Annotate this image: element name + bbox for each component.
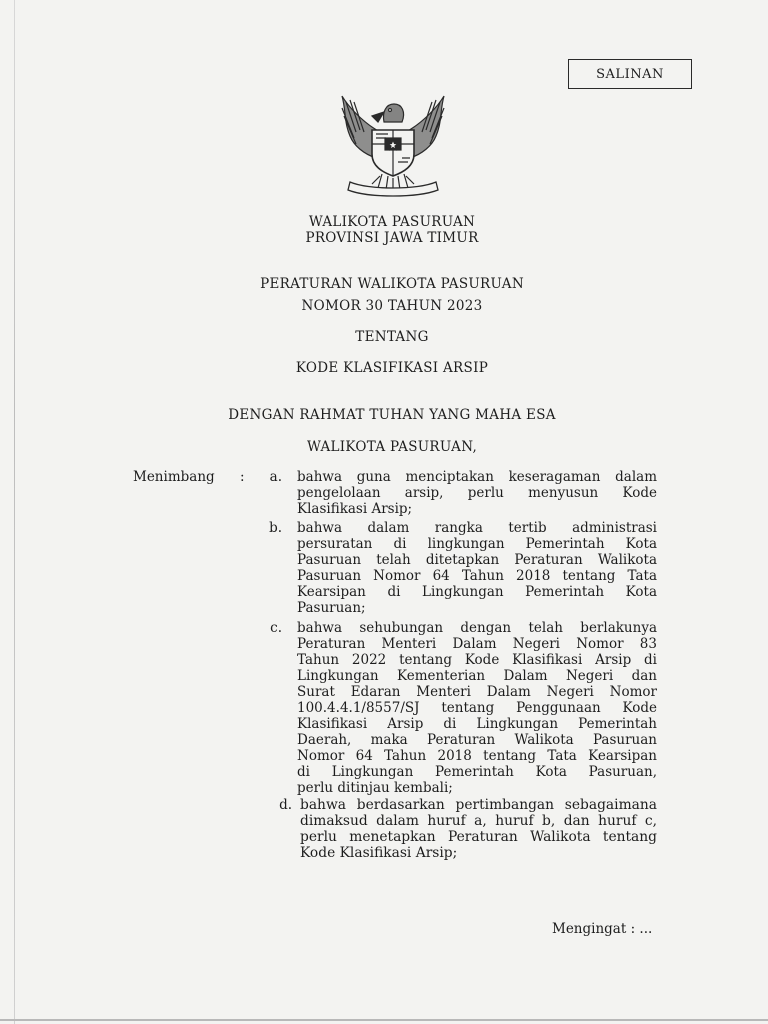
item-line: Peraturan Menteri Dalam Negeri Nomor 83 — [297, 636, 657, 652]
stamp-label: SALINAN — [596, 66, 664, 82]
preamble-authority: WALIKOTA PASURUAN, — [306, 439, 478, 455]
regulation-number: NOMOR 30 TAHUN 2023 — [301, 298, 483, 314]
item-line: bahwa berdasarkan pertimbangan sebagaimana — [300, 797, 657, 813]
garuda-emblem-icon — [332, 92, 454, 200]
item-line: Nomor 64 Tahun 2018 tentang Tata Kearsipan — [297, 748, 657, 764]
item-line: persuratan di lingkungan Pemerintah Kota — [297, 536, 657, 552]
regulation-title: PERATURAN WALIKOTA PASURUAN — [260, 276, 524, 292]
regulation-about: TENTANG — [355, 329, 429, 345]
item-line: Lingkungan Kementerian Dalam Negeri dan — [297, 668, 657, 684]
item-line: bahwa guna menciptakan keseragaman dalam — [297, 469, 657, 485]
item-line: bahwa dalam rangka tertib administrasi — [297, 520, 657, 536]
item-line: Klasifikasi Arsip; — [297, 501, 413, 517]
issuer-title: WALIKOTA PASURUAN — [308, 214, 476, 230]
province-title: PROVINSI JAWA TIMUR — [305, 230, 479, 246]
item-letter-b: b. — [269, 520, 282, 536]
item-letter-a: a. — [269, 469, 282, 485]
item-line: Surat Edaran Menteri Dalam Negeri Nomor — [297, 684, 657, 700]
item-line: Tahun 2022 tentang Kode Klasifikasi Arsip di — [297, 652, 657, 668]
considering-item-d — [300, 797, 657, 861]
page-edge — [14, 0, 15, 1024]
regulation-subject: KODE KLASIFIKASI ARSIP — [295, 360, 489, 376]
item-line: Kode Klasifikasi Arsip; — [300, 845, 458, 861]
considering-label: Menimbang — [133, 469, 215, 485]
considering-colon: : — [240, 469, 245, 485]
considering-item-b — [297, 520, 657, 616]
item-line: bahwa sehubungan dengan telah berlakunya — [297, 620, 657, 636]
item-line: perlu ditinjau kembali; — [297, 780, 453, 796]
item-line: perlu menetapkan Peraturan Walikota tentang — [300, 829, 657, 845]
next-section-reference: Mengingat : ... — [552, 921, 653, 937]
salinan-stamp — [568, 59, 692, 89]
considering-item-c — [297, 620, 657, 796]
preamble-grace: DENGAN RAHMAT TUHAN YANG MAHA ESA — [228, 407, 556, 423]
considering-item-a — [297, 469, 657, 517]
item-letter-c: c. — [270, 620, 282, 636]
item-line: Pasuruan telah ditetapkan Peraturan Walikota — [297, 552, 657, 568]
item-line: di Lingkungan Pemerintah Kota Pasuruan, — [297, 764, 657, 780]
item-line: Daerah, maka Peraturan Walikota Pasuruan — [297, 732, 657, 748]
item-line: Pasuruan Nomor 64 Tahun 2018 tentang Tata — [297, 568, 657, 584]
item-line: Kearsipan di Lingkungan Pemerintah Kota — [297, 584, 657, 600]
item-line: pengelolaan arsip, perlu menyusun Kode — [297, 485, 657, 501]
item-line: 100.4.4.1/8557/SJ tentang Penggunaan Kode — [297, 700, 657, 716]
item-line: Pasuruan; — [297, 600, 366, 616]
item-letter-d: d. — [279, 797, 292, 813]
item-line: dimaksud dalam huruf a, huruf b, dan huruf c, — [300, 813, 657, 829]
item-line: Klasifikasi Arsip di Lingkungan Pemerintah — [297, 716, 657, 732]
page-edge-bottom — [0, 1019, 768, 1021]
